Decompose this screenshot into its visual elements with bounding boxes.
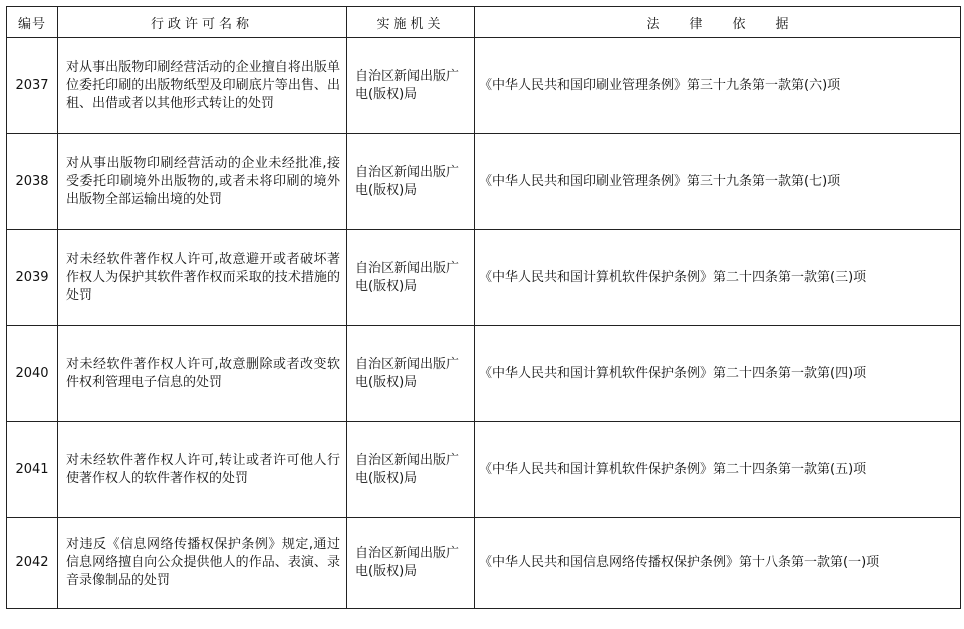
penalty-table — [6, 6, 961, 609]
row-org: 自治区新闻出版广电(版权)局 — [347, 326, 475, 422]
table-row — [7, 326, 961, 422]
row-id: 2039 — [7, 230, 58, 326]
row-org: 自治区新闻出版广电(版权)局 — [347, 422, 475, 518]
table-header-row — [7, 7, 961, 38]
header-org: 实施机关 — [347, 7, 475, 38]
table-row — [7, 422, 961, 518]
row-org: 自治区新闻出版广电(版权)局 — [347, 230, 475, 326]
row-basis: 《中华人民共和国信息网络传播权保护条例》第十八条第一款第(一)项 — [475, 518, 961, 609]
row-item: 对从事出版物印刷经营活动的企业擅自将出版单位委托印刷的出版物纸型及印刷底片等出售、出租、出借或者以其他形式转让的处罚 — [58, 38, 347, 134]
table-row — [7, 518, 961, 609]
row-basis: 《中华人民共和国计算机软件保护条例》第二十四条第一款第(五)项 — [475, 422, 961, 518]
row-org: 自治区新闻出版广电(版权)局 — [347, 134, 475, 230]
header-item: 行政许可名称 — [58, 7, 347, 38]
row-id: 2038 — [7, 134, 58, 230]
row-id: 2041 — [7, 422, 58, 518]
row-id: 2042 — [7, 518, 58, 609]
row-item: 对从事出版物印刷经营活动的企业未经批准,接受委托印刷境外出版物的,或者未将印刷的境外出版物全部运输出境的处罚 — [58, 134, 347, 230]
row-basis: 《中华人民共和国计算机软件保护条例》第二十四条第一款第(四)项 — [475, 326, 961, 422]
row-org: 自治区新闻出版广电(版权)局 — [347, 518, 475, 609]
row-item: 对未经软件著作权人许可,故意避开或者破坏著作权人为保护其软件著作权而采取的技术措施的处罚 — [58, 230, 347, 326]
table-row — [7, 230, 961, 326]
table-row — [7, 134, 961, 230]
header-id: 编号 — [7, 7, 58, 38]
row-basis: 《中华人民共和国计算机软件保护条例》第二十四条第一款第(三)项 — [475, 230, 961, 326]
row-id: 2040 — [7, 326, 58, 422]
row-basis: 《中华人民共和国印刷业管理条例》第三十九条第一款第(六)项 — [475, 38, 961, 134]
header-basis: 法律依据 — [475, 7, 961, 38]
table-row — [7, 38, 961, 134]
row-basis: 《中华人民共和国印刷业管理条例》第三十九条第一款第(七)项 — [475, 134, 961, 230]
row-org: 自治区新闻出版广电(版权)局 — [347, 38, 475, 134]
row-item: 对未经软件著作权人许可,转让或者许可他人行使著作权人的软件著作权的处罚 — [58, 422, 347, 518]
row-item: 对违反《信息网络传播权保护条例》规定,通过信息网络擅自向公众提供他人的作品、表演、录音录像制品的处罚 — [58, 518, 347, 609]
row-item: 对未经软件著作权人许可,故意删除或者改变软件权利管理电子信息的处罚 — [58, 326, 347, 422]
row-id: 2037 — [7, 38, 58, 134]
